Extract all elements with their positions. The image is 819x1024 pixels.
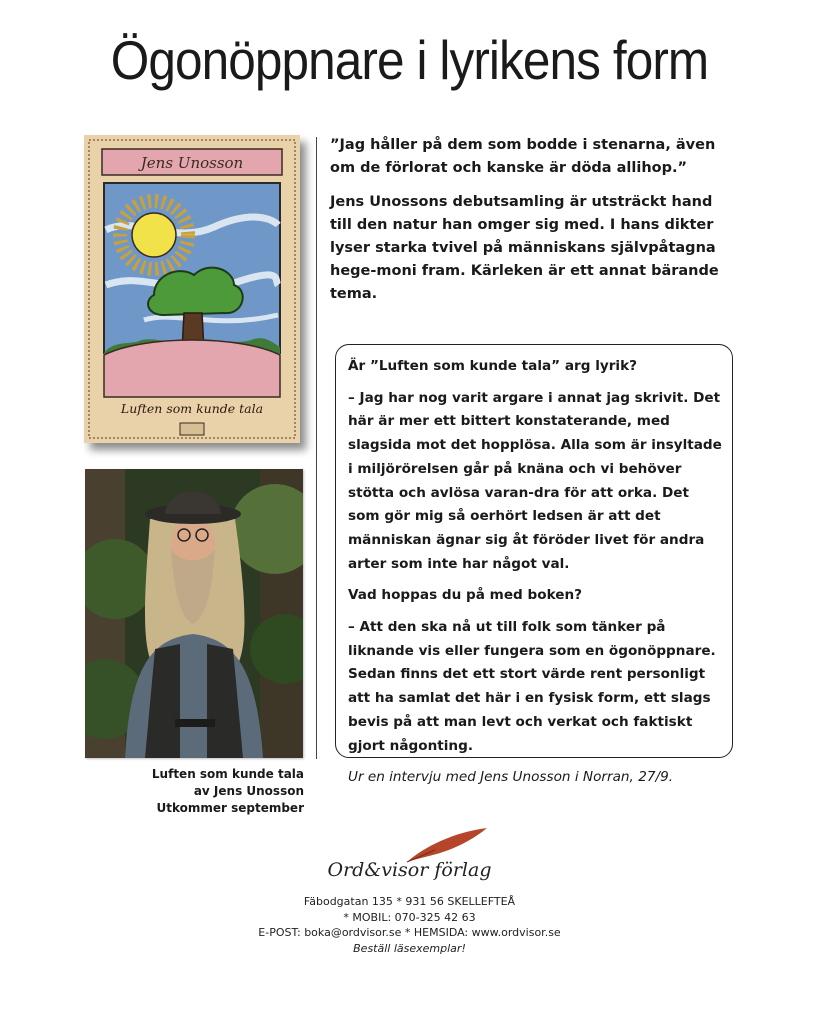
- publisher-address: [0, 894, 819, 956]
- order-cta: Beställ läsexemplar!: [353, 941, 466, 955]
- cover-author-text: Jens Unosson: [140, 154, 244, 172]
- headline: Ögonöppnare i lyrikens form: [110, 29, 709, 91]
- publisher-footer: [0, 826, 819, 956]
- interview-answer-1: – Jag har nog varit argare i annat jag skrivit. Det här är mer ett bittert konstaterande, med slagsida mot det hopplösa. Alla som är insyltade i miljörörelsen går på knäna och vi behöver stötta och avlösa varan-dra för att orka. Det som gör mig så oerhört ledsen är att det människan ägnar sig åt föröder livet för andra arter som inte har något val.: [348, 389, 722, 572]
- interview-answer-2: – Att den ska nå ut till folk som tänker på liknande vis eller fungera som en ögonöppnare. Sedan finns det ett stort värde rent personligt att ha samlat det här i en fysisk form, ett slags bevis på att man levt och verkat och faktiskt gjort någonting.: [348, 619, 716, 754]
- intro-quote: ”Jag håller på dem som bodde i stenarna, även om de förlorat och kanske är döda allihop.”: [330, 137, 716, 176]
- contact-line: E-POST: boka@ordvisor.se * HEMSIDA: www.ordvisor.se: [258, 926, 561, 939]
- book-caption: [104, 766, 304, 817]
- caption-author: av Jens Unosson: [193, 784, 304, 798]
- column-divider: [316, 137, 317, 759]
- caption-title: Luften som kunde tala: [151, 767, 304, 781]
- interview-question-2: Vad hoppas du på med boken?: [348, 587, 583, 604]
- publisher-logo-text: Ord&visor förlag: [327, 859, 492, 881]
- cover-title-text: Luften som kunde tala: [120, 401, 264, 416]
- book-cover: [84, 135, 300, 443]
- author-photo: [85, 469, 303, 758]
- address-line: Fäbodgatan 135 * 931 56 SKELLEFTEÅ: [303, 895, 516, 908]
- interview-box: [335, 344, 733, 786]
- interview-source: Ur en intervju med Jens Unosson i Norran, 27/9.: [348, 769, 674, 786]
- intro-text: Jens Unossons debutsamling är utsträckt hand till den natur han omger sig med. I hans dikter lyser starka tvivel på människans självpåtagna hege-moni fram. Kärleken är ett annat bärande tema.: [330, 194, 719, 302]
- mobile-line: * MOBIL: 070-325 42 63: [343, 910, 476, 924]
- intro-section: [330, 134, 730, 317]
- publisher-logo: [0, 826, 819, 894]
- interview-question-1: Är ”Luften som kunde tala” arg lyrik?: [348, 358, 637, 374]
- caption-release: Utkommer september: [156, 801, 304, 815]
